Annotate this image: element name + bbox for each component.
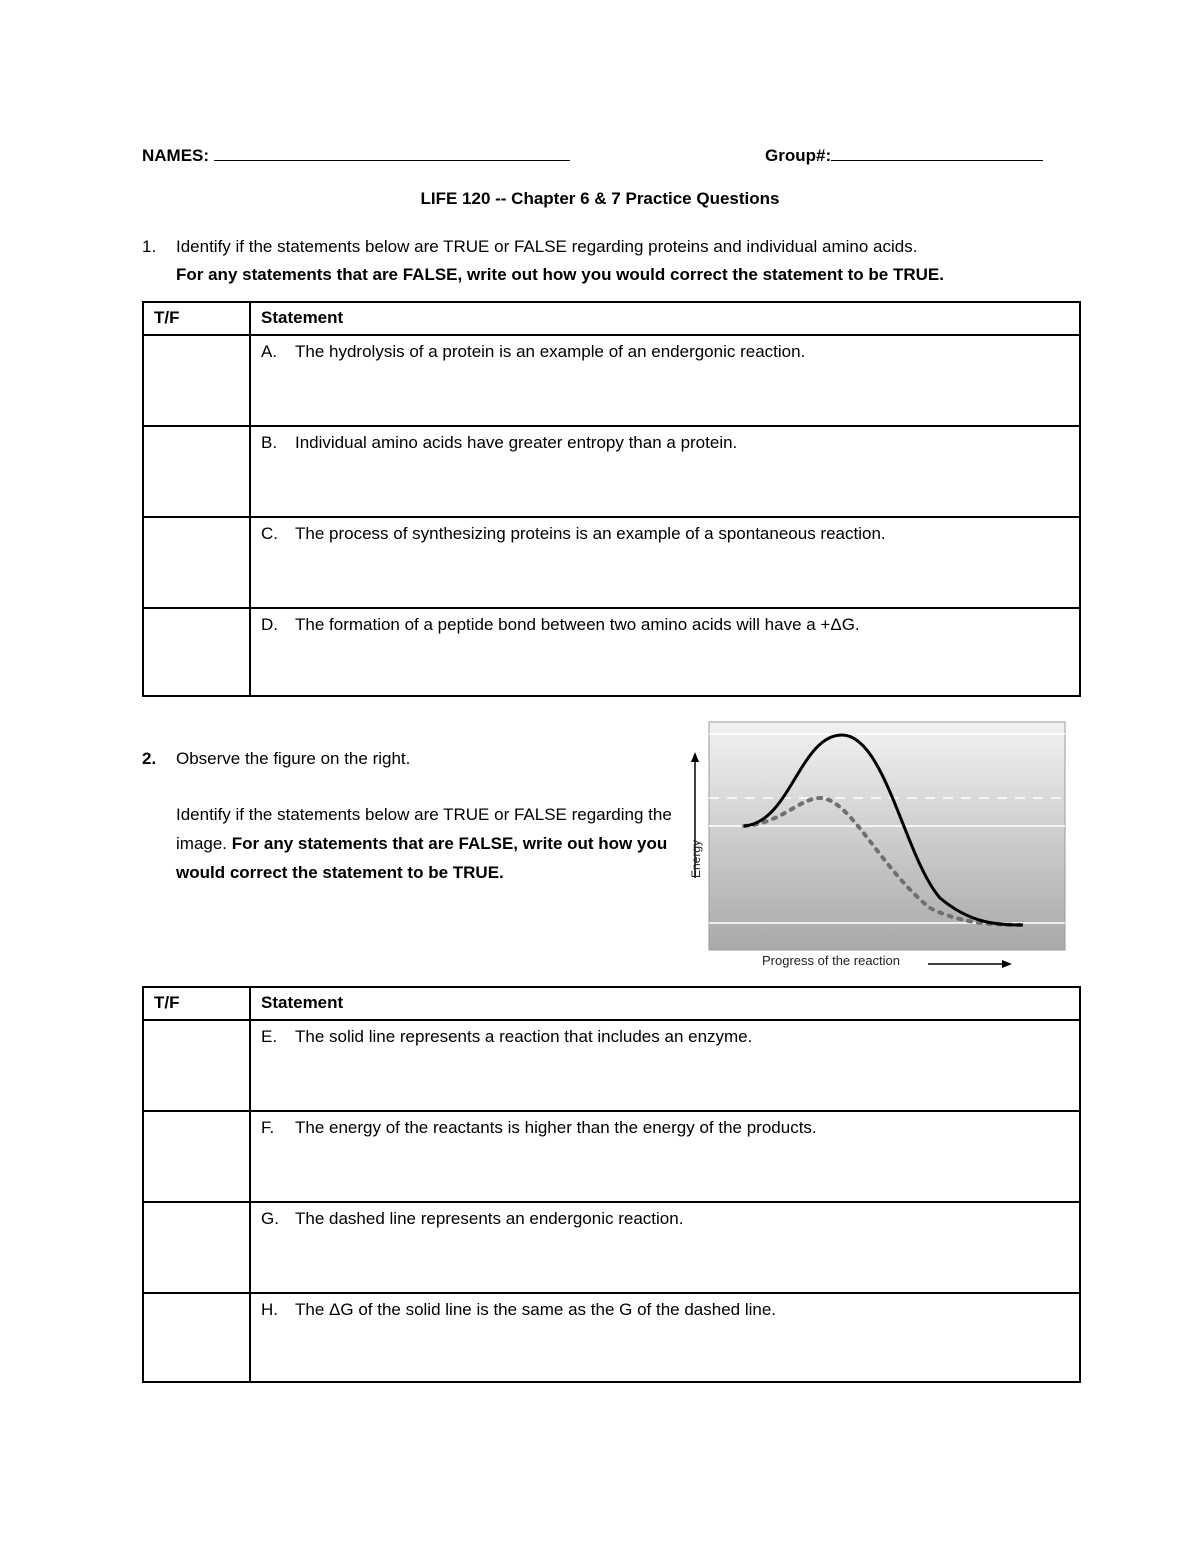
question-number: 1. [142,237,157,256]
names-blank[interactable] [214,146,570,161]
statement-letter: C. [261,524,278,543]
question-observe: Observe the figure on the right. [176,749,411,768]
plot-background [709,722,1065,950]
group-blank[interactable] [831,146,1043,161]
statement-cell [250,335,1080,426]
tf-answer-cell[interactable] [143,1020,250,1111]
statement-header: Statement [250,987,1080,1020]
statement-text: Individual amino acids have greater entropy than a protein. [295,433,738,452]
statement-letter: H. [261,1300,278,1319]
statement-cell [250,1293,1080,1382]
statement-text: The ΔG of the solid line is the same as the G of the dashed line. [295,1300,777,1319]
question-instruction: For any statements that are FALSE, write out how you would correct the statement to be TRUE. [176,834,668,882]
question-instruction: For any statements that are FALSE, write out how you would correct the statement to be TRUE. [176,265,944,284]
question-text: Identify if the statements below are TRUE or FALSE regarding the image. [176,805,672,853]
x-axis-arrowhead [1002,960,1012,968]
group-field[interactable] [765,146,1043,166]
statement-cell [250,426,1080,517]
statement-cell [250,1020,1080,1111]
statement-text: The energy of the reactants is higher than the energy of the products. [295,1118,817,1137]
tf-answer-cell[interactable] [143,335,250,426]
tf-header: T/F [143,302,250,335]
table-row [143,426,1080,517]
statement-cell [250,608,1080,696]
table-row [143,608,1080,696]
table-row [143,517,1080,608]
statement-letter: E. [261,1027,278,1046]
statement-letter: F. [261,1118,275,1137]
x-axis-label: Progress of the reaction [762,953,901,968]
tf-table-1 [142,301,1081,697]
table-row [143,335,1080,426]
table-row [143,1020,1080,1111]
statement-cell [250,1111,1080,1202]
statement-cell [250,517,1080,608]
table-row [143,1293,1080,1382]
question-1 [142,233,1062,289]
names-label: NAMES: [142,146,210,165]
table-row [143,1202,1080,1293]
tf-answer-cell[interactable] [143,517,250,608]
names-field[interactable] [142,146,570,166]
statement-text: The hydrolysis of a protein is an example of an endergonic reaction. [295,342,806,361]
statement-text: The process of synthesizing proteins is an example of a spontaneous reaction. [295,524,886,543]
statement-text: The dashed line represents an endergonic reaction. [295,1209,684,1228]
question-number: 2. [142,749,157,768]
tf-answer-cell[interactable] [143,608,250,696]
statement-header: Statement [250,302,1080,335]
tf-table-2 [142,986,1081,1383]
group-label: Group#: [765,146,832,165]
tf-answer-cell[interactable] [143,1111,250,1202]
statement-letter: A. [261,342,278,361]
tf-answer-cell[interactable] [143,426,250,517]
statement-letter: B. [261,433,278,452]
y-axis-label: Energy [689,839,703,878]
statement-letter: G. [261,1209,279,1228]
question-text: Identify if the statements below are TRUE or FALSE regarding proteins and individual amino acids. [176,237,918,256]
table-row [143,1111,1080,1202]
y-axis-arrowhead [691,752,699,762]
statement-text: The solid line represents a reaction that includes an enzyme. [295,1027,753,1046]
tf-answer-cell[interactable] [143,1202,250,1293]
question-2 [142,744,682,887]
page-title: LIFE 120 -- Chapter 6 & 7 Practice Questions [420,189,780,208]
statement-cell [250,1202,1080,1293]
tf-header: T/F [143,987,250,1020]
energy-diagram [680,718,1070,974]
tf-answer-cell[interactable] [143,1293,250,1382]
statement-letter: D. [261,615,278,634]
statement-text: The formation of a peptide bond between two amino acids will have a +ΔG. [295,615,860,634]
